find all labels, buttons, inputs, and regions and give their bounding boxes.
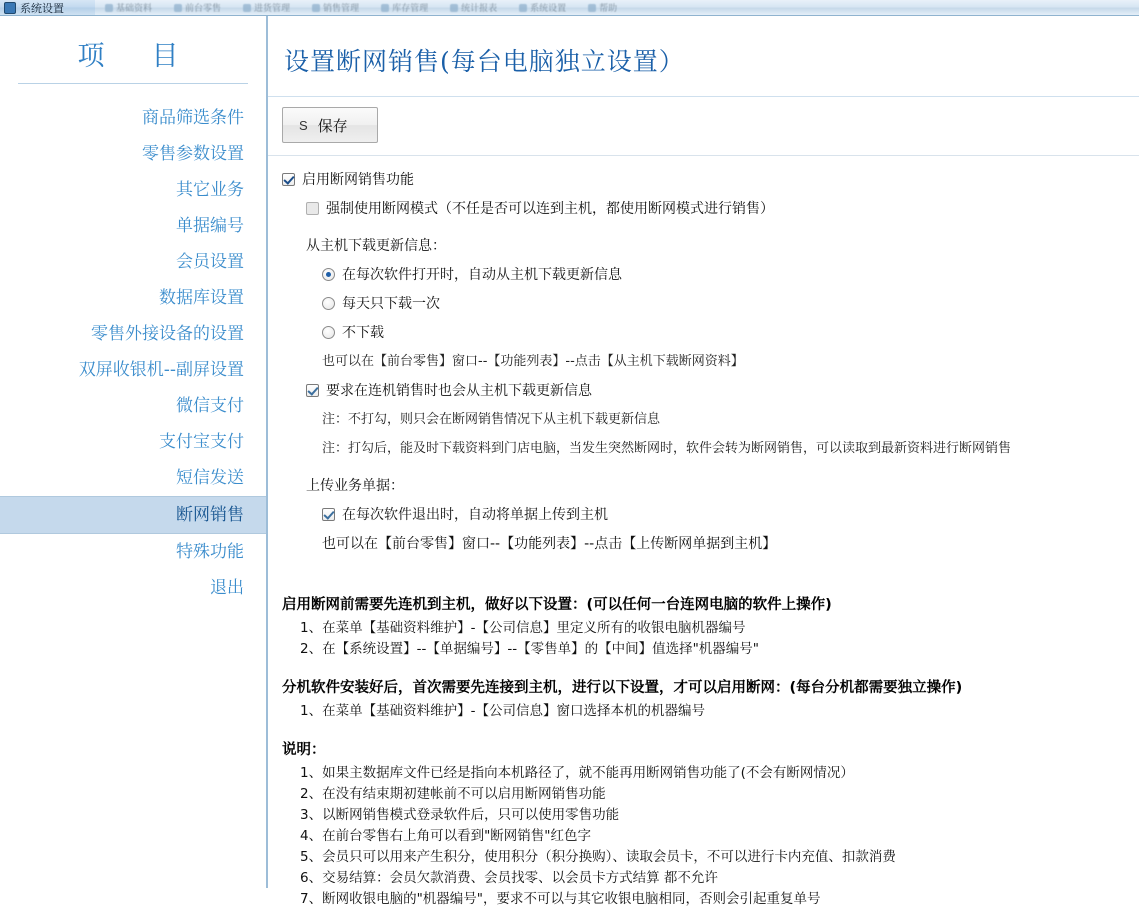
upload-on-exit-checkbox[interactable]	[322, 508, 335, 521]
menu-chip-label: 统计报表	[461, 3, 498, 13]
sidebar-item-alipay[interactable]	[0, 424, 266, 460]
menu-chip-label: 库存管理	[392, 3, 429, 13]
help-section1-title: 启用断网前需要先连机到主机，做好以下设置：(可以任何一台连网电脑的软件上操作)	[282, 597, 832, 613]
sidebar-item-label: 零售参数设置	[142, 144, 244, 164]
save-icon: S	[299, 117, 308, 133]
help-section3-item: 3、以断网销售模式登录软件后，只可以使用零售功能	[300, 807, 620, 823]
sidebar-item-dual-screen[interactable]	[0, 352, 266, 388]
page-title: 设置断网销售(每台电脑独立设置）	[284, 47, 685, 76]
download-hint-row	[322, 352, 1139, 372]
download-never-label: 不下载	[342, 325, 384, 341]
sidebar-item-label: 商品筛选条件	[142, 108, 244, 128]
window-icon	[4, 2, 16, 14]
sidebar-item-label: 退出	[210, 578, 244, 598]
sidebar-item-label: 零售外接设备的设置	[91, 324, 244, 344]
sidebar-title: 项 目	[77, 41, 189, 72]
menu-chip-label: 进货管理	[254, 3, 291, 13]
sidebar-item-document-number[interactable]	[0, 208, 266, 244]
help-section2-title: 分机软件安装好后，首次需要先连接到主机，进行以下设置，才可以启用断网：(每台分机都需要独立操作)	[282, 680, 963, 696]
sidebar-item-retail-params[interactable]	[0, 136, 266, 172]
online-update-checkbox[interactable]	[306, 384, 319, 397]
force-offline-label: 强制使用断网模式（不任是否可以连到主机，都使用断网模式进行销售）	[326, 201, 774, 217]
upload-hint-label: 也可以在【前台零售】窗口--【功能列表】--点击【上传断网单据到主机】	[322, 536, 777, 552]
content-panel	[268, 16, 1139, 907]
sidebar-item-label: 短信发送	[176, 468, 244, 488]
window-title: 系统设置	[20, 2, 64, 15]
upload-section-heading	[306, 476, 1139, 496]
menu-chip-label: 帮助	[599, 3, 618, 13]
upload-head-label: 上传业务单据：	[306, 478, 404, 494]
sidebar-item-label: 断网销售	[176, 505, 244, 525]
sidebar-item-label: 会员设置	[176, 252, 244, 272]
sidebar-item-label: 其它业务	[176, 180, 244, 200]
sidebar-item-label: 单据编号	[176, 216, 244, 236]
enable-offline-label: 启用断网销售功能	[302, 172, 414, 188]
sidebar-item-other-business[interactable]	[0, 172, 266, 208]
menu-chip[interactable]	[519, 1, 566, 14]
sidebar-item-offline-sales[interactable]	[0, 496, 266, 534]
download-option-row[interactable]	[322, 294, 1139, 314]
help-section3-item: 1、如果主数据库文件已经是指向本机路径了，就不能再用断网销售功能了(不会有断网情况）	[300, 765, 854, 781]
sidebar-item-label: 双屏收银机--副屏设置	[78, 360, 244, 380]
window-body	[0, 16, 1139, 907]
sidebar-item-member-settings[interactable]	[0, 244, 266, 280]
online-note-row	[322, 410, 1139, 430]
online-update-row[interactable]	[306, 381, 1139, 401]
download-option-row[interactable]	[322, 265, 1139, 285]
upload-hint-row	[322, 534, 1139, 554]
online-note-label: 注：不打勾，则只会在断网销售情况下从主机下载更新信息	[322, 412, 661, 427]
menu-chip-label: 前台零售	[185, 3, 222, 13]
enable-offline-checkbox[interactable]	[282, 173, 295, 186]
upload-option-row[interactable]	[322, 505, 1139, 525]
sidebar-item-label: 特殊功能	[176, 542, 244, 562]
help-section3-item: 2、在没有结束期初建帐前不可以启用断网销售功能	[300, 786, 606, 802]
sidebar-item-database-settings[interactable]	[0, 280, 266, 316]
enable-offline-row[interactable]	[282, 170, 1139, 190]
save-button-label: 保存	[317, 117, 348, 135]
menu-chip-label: 基础资料	[116, 3, 153, 13]
help-section3-item: 4、在前台零售右上角可以看到"断网销售"红色字	[300, 828, 592, 844]
sidebar-item-label: 数据库设置	[159, 288, 244, 308]
help-section2-item: 1、在菜单【基础资料维护】-【公司信息】窗口选择本机的机器编号	[300, 703, 705, 719]
menu-chip[interactable]	[450, 1, 497, 14]
menu-chip-label: 销售管理	[323, 3, 360, 13]
menu-chip[interactable]	[243, 1, 290, 14]
help-section3-title: 说明：	[282, 742, 326, 758]
sidebar-divider	[18, 83, 248, 84]
sidebar-item-retail-devices[interactable]	[0, 316, 266, 352]
download-daily-label: 每天只下载一次	[342, 296, 440, 312]
download-section-heading	[306, 236, 1139, 256]
sidebar-item-label: 支付宝支付	[159, 432, 244, 452]
download-on-start-label: 在每次软件打开时，自动从主机下载更新信息	[342, 267, 622, 283]
sidebar-item-wechat-pay[interactable]	[0, 388, 266, 424]
window-titlebar	[0, 0, 1139, 16]
help-section3-item: 7、断网收银电脑的"机器编号"，要求不可以与其它收银电脑相同，否则会引起重复单号	[300, 891, 821, 907]
force-offline-checkbox[interactable]	[306, 202, 319, 215]
help-section1-item: 1、在菜单【基础资料维护】-【公司信息】里定义所有的收银电脑机器编号	[300, 620, 746, 636]
help-section3-item: 6、交易结算：会员欠款消费、会员找零、以会员卡方式结算 都不允许	[300, 870, 718, 886]
menu-chip-label: 系统设置	[530, 3, 567, 13]
download-head-label: 从主机下载更新信息：	[306, 238, 446, 254]
menu-chip[interactable]	[174, 1, 221, 14]
download-hint-label: 也可以在【前台零售】窗口--【功能列表】--点击【从主机下载断网资料】	[322, 354, 744, 369]
toolbar	[268, 97, 1139, 143]
sidebar-item-product-filter[interactable]	[0, 100, 266, 136]
sidebar-item-label: 微信支付	[176, 396, 244, 416]
online-update-label: 要求在连机销售时也会从主机下载更新信息	[326, 383, 592, 399]
upload-on-exit-label: 在每次软件退出时，自动将单据上传到主机	[342, 507, 608, 523]
online-note-label: 注：打勾后，能及时下载资料到门店电脑，当发生突然断网时，软件会转为断网销售，可以读取到最新资料进行断网销售	[322, 441, 1012, 456]
menu-chip[interactable]	[105, 1, 152, 14]
help-section1-item: 2、在【系统设置】--【单据编号】--【零售单】的【中间】值选择"机器编号"	[300, 641, 759, 657]
sidebar	[0, 16, 268, 888]
download-daily-radio[interactable]	[322, 297, 335, 310]
online-note-row	[322, 439, 1139, 459]
sidebar-item-sms[interactable]	[0, 460, 266, 496]
menu-chip[interactable]	[381, 1, 428, 14]
sidebar-item-special-functions[interactable]	[0, 534, 266, 570]
menu-strip	[95, 0, 1139, 15]
save-button[interactable]	[282, 107, 378, 143]
settings-form	[268, 156, 1139, 910]
help-section3-item: 5、会员只可以用来产生积分，使用积分（积分换购）、读取会员卡，不可以进行卡内充值、扣款消费	[300, 849, 896, 865]
download-never-radio[interactable]	[322, 326, 335, 339]
force-offline-row[interactable]	[306, 199, 1139, 219]
menu-chip[interactable]	[312, 1, 359, 14]
download-on-start-radio[interactable]	[322, 268, 335, 281]
download-option-row[interactable]	[322, 323, 1139, 343]
sidebar-item-exit[interactable]	[0, 570, 266, 606]
menu-chip[interactable]	[588, 1, 617, 14]
